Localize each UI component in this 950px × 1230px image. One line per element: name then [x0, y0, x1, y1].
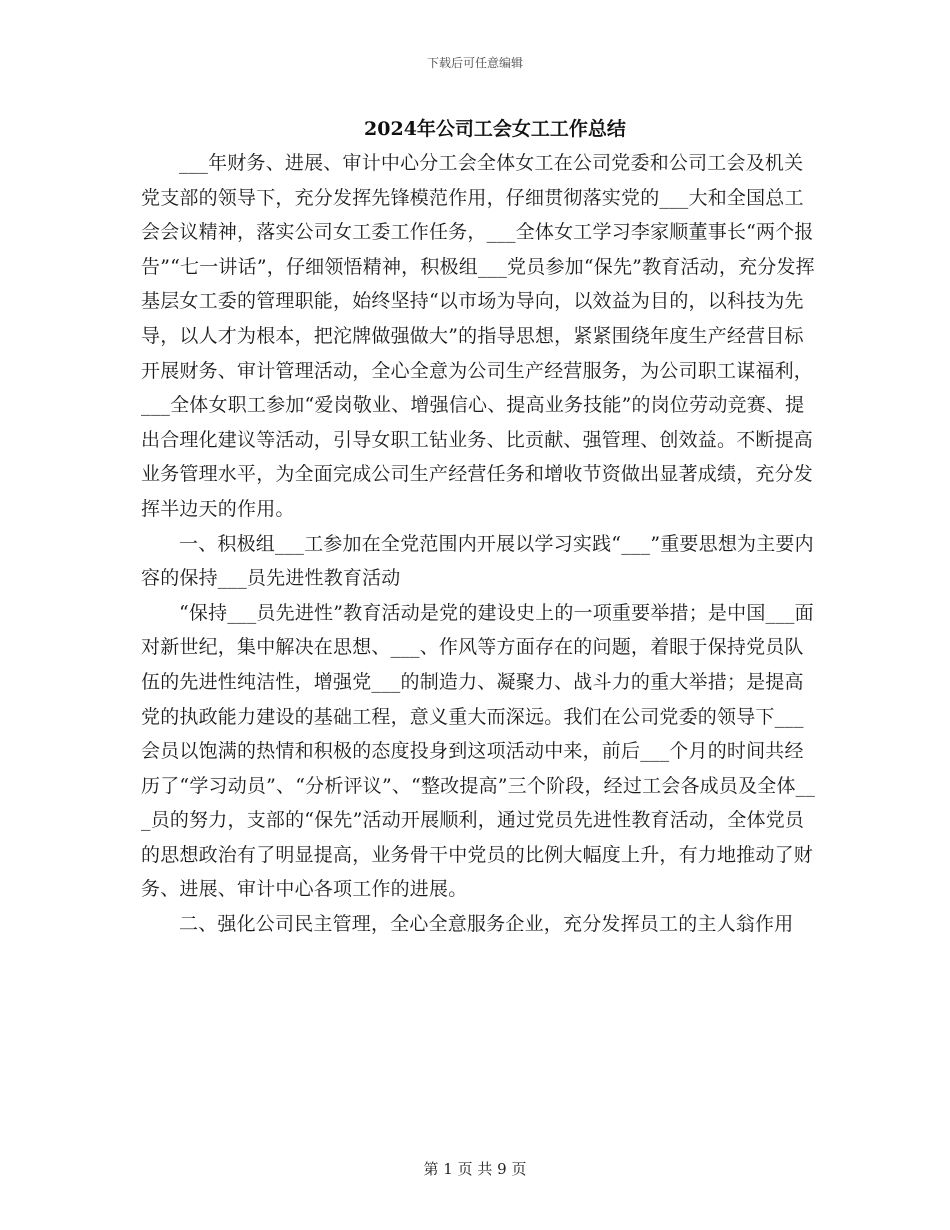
document-body [141, 146, 821, 942]
header-note: 下载后可任意编辑 [426, 56, 523, 70]
paragraph-section-2-heading: 二、强化公司民主管理，全心全意服务企业，充分发挥员工的主人翁作用 [179, 913, 794, 936]
paragraph-intro: ___年财务、进展、审计中心分工会全体女工在公司党委和公司工会及机关党支部的领导下，充分发挥先锋模范作用，仔细贯彻落实党的___大和全国总工会会议精神，落实公司女工委工作任务，___全体女工学习李家顺董事长“两个报告”“七一讲话”，仔细领悟精神，积极组___党员参加“保先”教育活动，充分发挥基层女工委的管理职能，始终坚持“以市场为导向，以效益为目的，以科技为先导，以人才为根本，把沱牌做强做大”的指导思想，紧紧围绕年度生产经营目标开展财务、审计管理活动，全心全意为公司生产经营服务，为公司职工谋福利，___全体女职工参加“爱岗敬业、增强信心、提高业务技能”的岗位劳动竞赛、提出合理化建议等活动，引导女职工钻业务、比贡献、强管理、创效益。不断提高业务管理水平，为全面完成公司生产经营任务和增收节资做出显著成绩，充分发挥半边天的作用。 [141, 152, 815, 520]
paragraph-section-1-heading: 一、积极组___工参加在全党范围内开展以学习实践“___”重要思想为主要内容的保持___员先进性教育活动 [141, 532, 814, 590]
page-number: 第 1 页 共 9 页 [423, 1160, 527, 1178]
paragraph-section-1-body: “保持___员先进性”教育活动是党的建设史上的一项重要举措；是中国___面对新世纪，集中解决在思想、___、作风等方面存在的问题，着眼于保持党员队伍的先进性纯洁性，增强党___的制造力、凝聚力、战斗力的重大举措；是提高党的执政能力建设的基础工程，意义重大而深远。我们在公司党委的领导下___会员以饱满的热情和积极的态度投身到这项活动中来，前后___个月的时间共经历了“学习动员”、“分析评议”、“整改提高”三个阶段，经过工会各成员及全体___员的努力，支部的“保先”活动开展顺利，通过党员先进性教育活动，全体党员的思想政治有了明显提高，业务骨干中党员的比例大幅度上升，有力地推动了财务、进展、审计中心各项工作的进展。 [141, 601, 816, 901]
document-title: 2024年公司工会女工工作总结 [364, 118, 626, 140]
